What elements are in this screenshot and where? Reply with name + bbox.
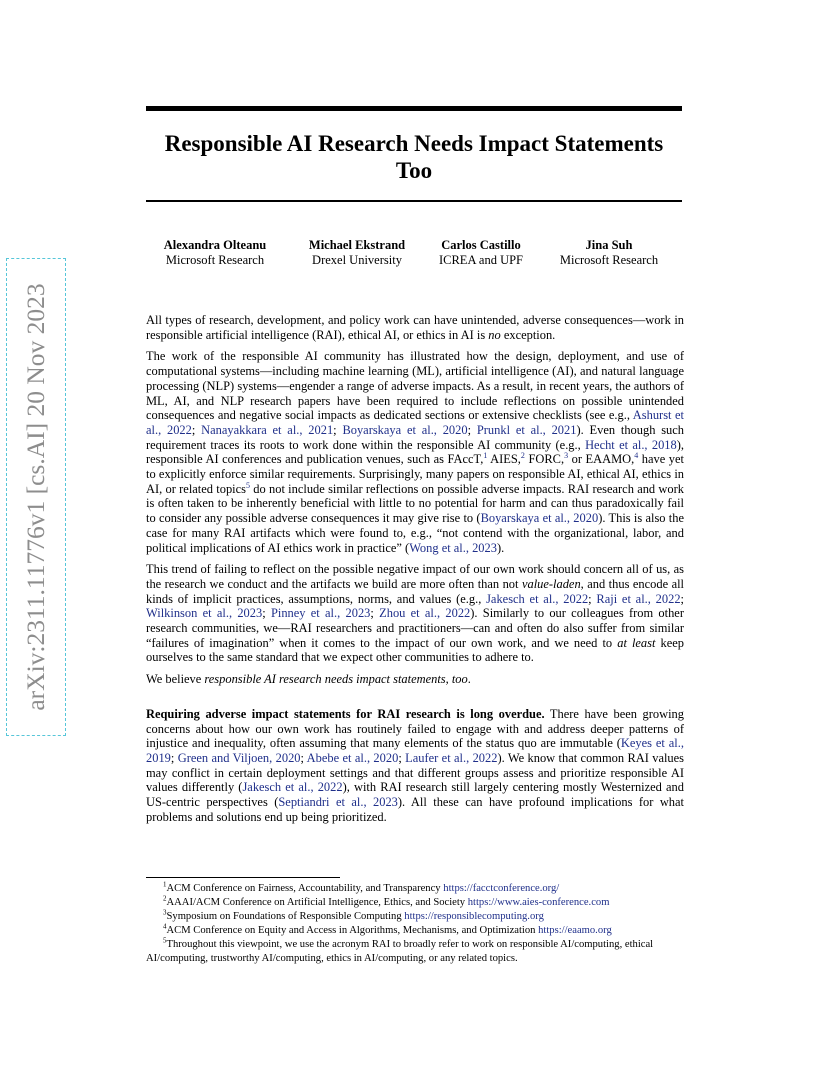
footnote-marker[interactable]: 4 [634, 451, 639, 461]
footnote: $^1$ACM Conference on Fairness, Accountability, and Transparency https://facctconference.org/ [163, 880, 560, 894]
footnotes [146, 882, 684, 966]
citation-link[interactable]: Abebe et al., 2020 [306, 750, 399, 765]
paragraph-heading: Requiring adverse impact statements for RAI research is long overdue. [146, 706, 545, 721]
footnote: $^4$ACM Conference on Equity and Access in Algorithms, Mechanisms, and Optimization https://eaamo.org [163, 922, 612, 936]
paragraph-background: The work of the responsible AI community has illustrated how the design, deployment, and use of computational systems—including machine learning (ML), artificial intelligence (AI), and natural language processing (NLP) systems—engender a range of adverse impacts. As a result, in recent years, the authors of ML, AI, and NLP research papers have been required to include reflections on possible unintended consequences and negative social impacts as dedicated sections or extensive checklists (see e.g., Ashurst et al., 2022; Nanayakkara et al., 2021; Boyarskaya et al., 2020; Prunkl et al., 2021). Even though such requirement traces its roots to work done within the responsible AI community (e.g., Hecht et al., 2018), responsible AI conferences and publication venues, such as FAccT,$^1$ AIES,$^2$ FORC,$^3$ or EAAMO,$^4$ have yet to explicitly enforce similar requirements. Surprisingly, many papers on responsible AI, ethical AI, ethics in AI, or related topics$^5$ do not include similar reflections on possible adverse impacts. RAI research and work is often taken to be inherently beneficial with little to no potential for harm and can thus paradoxically fail to consider any possible adverse consequences it may give rise to (Boyarskaya et al., 2020). This is also the case for many RAI artifacts which were found to, e.g., “not contend with the organizational, labor, and political implications of AI ethics work in practice” (Wong et al., 2023). [146, 349, 685, 555]
citation-link[interactable]: Wilkinson et al., 2023 [146, 606, 263, 621]
author-name: Michael Ekstrand [308, 238, 406, 252]
author-name: Jina Suh [585, 238, 633, 252]
footnote-marker[interactable]: 1 [483, 451, 488, 461]
citation-link[interactable]: Ashurst et al., 2022 [146, 408, 684, 437]
author-affiliation: Microsoft Research [165, 253, 265, 267]
footnote-marker[interactable]: 2 [520, 451, 525, 461]
footnote-url-link[interactable]: https://www.aies-conference.com [467, 897, 610, 908]
author-affiliation: Drexel University [312, 253, 402, 267]
footnote: $^3$Symposium on Foundations of Responsible Computing https://responsiblecomputing.org [163, 908, 544, 922]
author-affiliation: ICREA and UPF [438, 253, 524, 267]
author-block [553, 238, 665, 268]
footnote-rule [146, 877, 340, 878]
footnote: $^5$Throughout this viewpoint, we use the acronym RAI to broadly refer to work on responsible AI/computing, ethical AI/computing, trustworthy AI/computing, ethics in AI/computing, or any related topics. [146, 936, 654, 964]
citation-link[interactable]: Boyarskaya et al., 2020 [342, 422, 468, 437]
paragraph-intro: All types of research, development, and policy work can have unintended, adverse consequences—work in responsible artificial intelligence (RAI), ethical AI, or ethics in AI is no exception. [146, 313, 684, 342]
paragraph-trend: This trend of failing to reflect on the possible negative impact of our own work should concern all of us, as the research we conduct and the artifacts we build are more often than not value-laden, and thus encode all kinds of implicit practices, assumptions, norms, and values (e.g., Jakesch et al., 2022; Raji et al., 2022; Wilkinson et al., 2023; Pinney et al., 2023; Zhou et al., 2022). Similarly to our colleagues from other research communities, we—RAI researchers and practitioners—can and often do also suffer from similar “failures of imagination” when it comes to the impact of our own work, and we need to at least keep ourselves to the same standard that we expect other communities to adhere to. [146, 562, 685, 665]
footnote: $^2$AAAI/ACM Conference on Artificial Intelligence, Ethics, and Society https://www.aies-conference.com [163, 894, 610, 908]
footnote-url-link[interactable]: https://facctconference.org/ [443, 883, 560, 894]
citation-link[interactable]: Nanayakkara et al., 2021 [201, 422, 334, 437]
paragraph-overdue: Requiring adverse impact statements for RAI research is long overdue. There have been growing concerns about how our own work has routinely failed to engage with and address deeper patterns of injustice and inequality, often assuming that many elements of the status quo are immutable (Keyes et al., 2019; Green and Viljoen, 2020; Abebe et al., 2020; Laufer et al., 2022). We know that common RAI values may conflict in certain deployment settings and that different groups assess and prioritize responsible AI values differently (Jakesch et al., 2022), with RAI research still largely centering mostly Westernized and US-centric perspectives (Septiandri et al., 2023). All these can have profound implications for what problems and solutions end up being prioritized. [146, 706, 685, 824]
footnote-marker[interactable]: 5 [246, 480, 250, 490]
citation-link[interactable]: Prunkl et al., 2021 [476, 422, 577, 437]
paragraph-belief: We believe responsible AI research needs impact statements, too. [146, 672, 471, 687]
footnote-url-link[interactable]: https://eaamo.org [538, 925, 612, 936]
citation-link[interactable]: Zhou et al., 2022 [379, 606, 471, 621]
citation-link[interactable]: Septiandri et al., 2023 [278, 795, 398, 810]
title-bottom-rule [146, 200, 682, 202]
citation-link[interactable]: Hecht et al., 2018 [585, 437, 677, 452]
author-block [301, 238, 413, 268]
citation-link[interactable]: Jakesch et al., 2022 [486, 591, 589, 606]
citation-link[interactable]: Keyes et al., 2019 [146, 736, 684, 765]
author-name: Carlos Castillo [441, 238, 521, 252]
arxiv-identifier: arXiv:2311.11776v1 [cs.AI] 20 Nov 2023 [21, 283, 50, 711]
paper-title: Responsible AI Research Needs Impact Statements Too [164, 131, 664, 183]
footnote-marker[interactable]: 3 [564, 451, 569, 461]
citation-link[interactable]: Raji et al., 2022 [596, 591, 681, 606]
paper-body [146, 313, 684, 832]
title-top-rule [146, 106, 682, 111]
author-block [163, 238, 267, 268]
citation-link[interactable]: Wong et al., 2023 [409, 540, 497, 555]
citation-link[interactable]: Pinney et al., 2023 [270, 606, 371, 621]
author-block [433, 238, 529, 268]
author-name: Alexandra Olteanu [163, 238, 267, 252]
citation-link[interactable]: Boyarskaya et al., 2020 [480, 511, 599, 526]
citation-link[interactable]: Green and Viljoen, 2020 [177, 750, 301, 765]
citation-link[interactable]: Laufer et al., 2022 [405, 750, 498, 765]
author-affiliation: Microsoft Research [559, 253, 659, 267]
citation-link[interactable]: Jakesch et al., 2022 [242, 780, 343, 795]
footnote-url-link[interactable]: https://responsiblecomputing.org [404, 911, 544, 922]
